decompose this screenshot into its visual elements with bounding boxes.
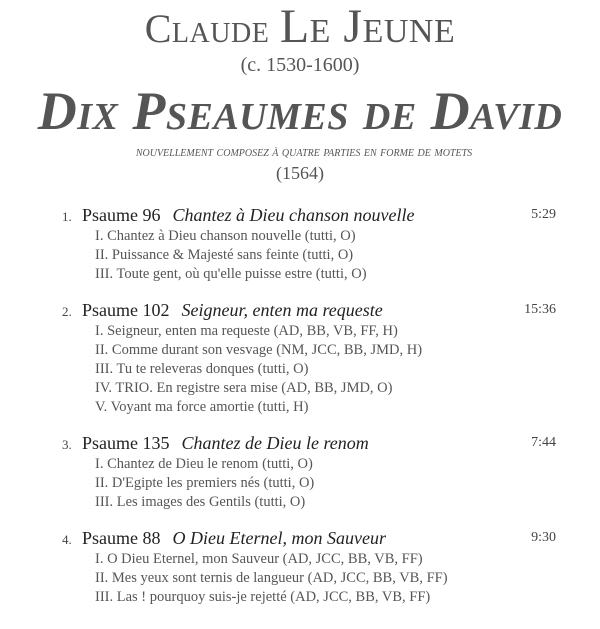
work-subtitle: nouvellement composez à quatre parties en forme de motets	[135, 145, 473, 160]
track-number: 4.	[62, 532, 72, 547]
track-part: II. Mes yeux sont ternis de langueur (AD, JCC, BB, VB, FF)	[95, 570, 448, 586]
track-part: I. Chantez de Dieu le renom (tutti, O)	[95, 456, 313, 472]
track-header	[62, 526, 556, 550]
track-title: Seigneur, enten ma requeste	[181, 300, 383, 320]
work-title: Dix Pseaumes de David	[37, 81, 563, 141]
psalm-number: Psaume 102	[82, 300, 170, 320]
track-duration: 7:44	[531, 435, 556, 450]
work-year: (1564)	[276, 163, 324, 183]
track-header	[62, 298, 556, 322]
track-part: III. Toute gent, où qu'elle puisse estre (tutti, O)	[95, 266, 367, 282]
track-part: II. D'Egipte les premiers nés (tutti, O)	[95, 475, 315, 491]
composer-last-name: Le Jeune	[279, 0, 456, 53]
composer-name	[0, 2, 600, 52]
track-header	[62, 203, 556, 227]
track-part: I. Chantez à Dieu chanson nouvelle (tutti, O)	[95, 228, 356, 244]
track-number: 2.	[62, 304, 72, 319]
track	[62, 526, 556, 607]
psalm-number: Psaume 88	[82, 528, 161, 548]
composer-first-name: Claude	[144, 6, 270, 51]
track-title: O Dieu Eternel, mon Sauveur	[172, 528, 386, 548]
track-part: I. Seigneur, enten ma requeste (AD, BB, VB, FF, H)	[95, 323, 398, 339]
track-list	[62, 203, 556, 621]
track-part: I. O Dieu Eternel, mon Sauveur (AD, JCC, BB, VB, FF)	[95, 551, 423, 567]
psalm-number: Psaume 96	[82, 205, 161, 225]
track-part: III. Les images des Gentils (tutti, O)	[95, 494, 306, 510]
track-part: III. Las ! pourquoy suis-je rejetté (AD, JCC, BB, VB, FF)	[95, 589, 431, 605]
track-part: II. Puissance & Majesté sans feinte (tutti, O)	[95, 247, 354, 263]
track-number: 3.	[62, 437, 72, 452]
track-duration: 15:36	[524, 302, 556, 317]
track-number: 1.	[62, 209, 72, 224]
track-title: Chantez de Dieu le renom	[181, 433, 369, 453]
track-header	[62, 431, 556, 455]
track-part: IV. TRIO. En registre sera mise (AD, BB, JMD, O)	[95, 380, 393, 396]
track	[62, 431, 556, 512]
track	[62, 203, 556, 284]
psalm-number: Psaume 135	[82, 433, 170, 453]
track-duration: 9:30	[531, 530, 556, 545]
track-duration: 5:29	[531, 207, 556, 222]
composer-dates: (c. 1530-1600)	[240, 54, 360, 76]
track	[62, 298, 556, 417]
track-title: Chantez à Dieu chanson nouvelle	[172, 205, 415, 225]
track-part: III. Tu te releveras donques (tutti, O)	[95, 361, 309, 377]
track-part: V. Voyant ma force amortie (tutti, H)	[95, 399, 309, 415]
track-part: II. Comme durant son vesvage (NM, JCC, BB, JMD, H)	[95, 342, 423, 358]
